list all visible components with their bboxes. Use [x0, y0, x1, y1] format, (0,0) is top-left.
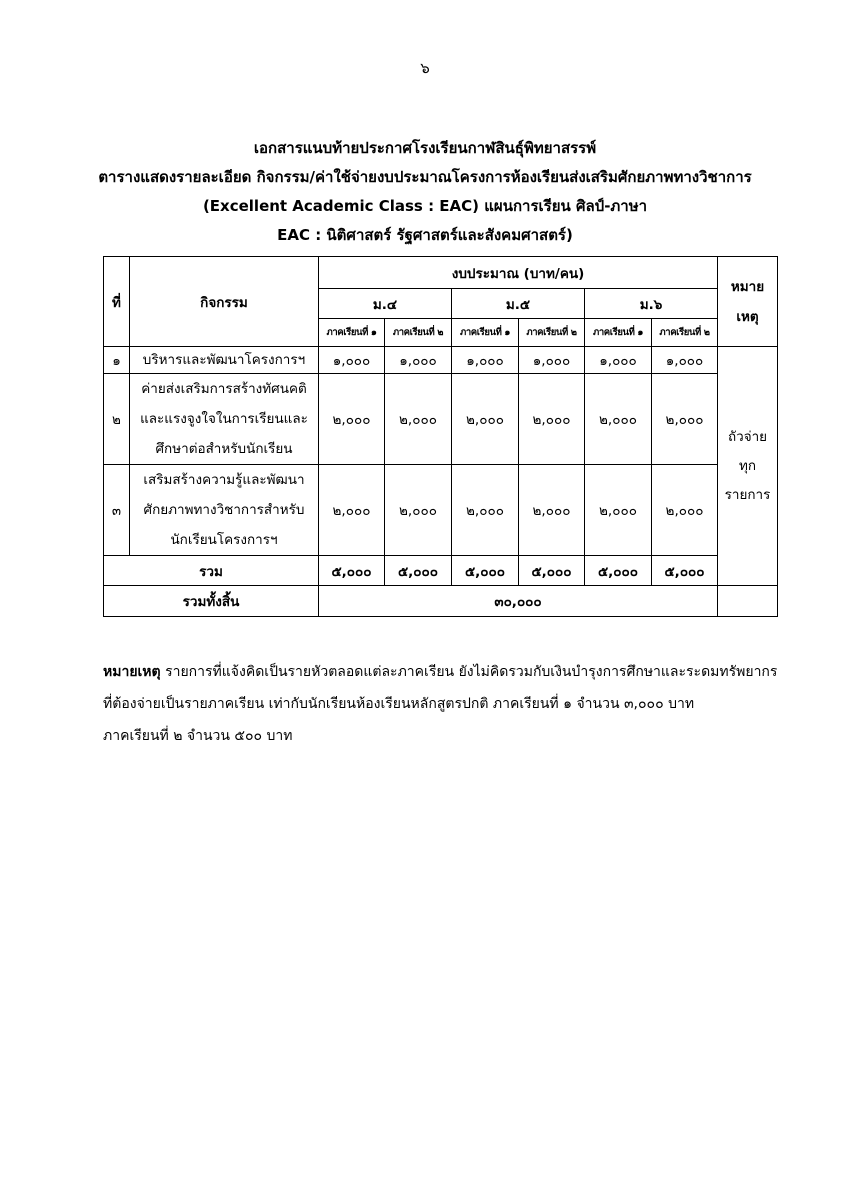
header-semester: ภาคเรียนที่ ๒: [519, 319, 585, 347]
sum-cell: ๕,๐๐๐: [519, 556, 585, 586]
sum-label: รวม: [104, 556, 319, 586]
title-line-2: ตารางแสดงรายละเอียด กิจกรรม/ค่าใช้จ่ายงบประมาณโครงการห้องเรียนส่งเสริมศักยภาพทางวิชาการ: [98, 168, 752, 186]
header-semester: ภาคเรียนที่ ๑: [585, 319, 652, 347]
remark-text: ถัวจ่าย ทุก รายการ: [724, 428, 771, 503]
amount-cell: ๒,๐๐๐: [319, 465, 385, 556]
amount-cell: ๒,๐๐๐: [519, 465, 585, 556]
footnote-label: หมายเหตุ: [103, 664, 161, 680]
header-semester: ภาคเรียนที่ ๑: [452, 319, 519, 347]
header-grade-m6: ม.๖: [585, 289, 718, 319]
sum-cell: ๕,๐๐๐: [585, 556, 652, 586]
header-grade-m5: ม.๕: [452, 289, 585, 319]
grand-total-row: [104, 586, 778, 617]
grand-total-value: ๓๐,๐๐๐: [319, 586, 718, 617]
footnote-line-2: ที่ต้องจ่ายเป็นรายภาคเรียน เท่ากับนักเรียนห้องเรียนหลักสูตรปกติ ภาคเรียนที่ ๑ จำนวน ๓,๐๐๐ บาท: [103, 696, 695, 712]
footnote: [103, 656, 803, 752]
table-row: [104, 465, 778, 556]
remark-cell: [718, 347, 778, 586]
sum-cell: ๕,๐๐๐: [385, 556, 452, 586]
row-number: ๓: [104, 465, 130, 556]
title-line-1: เอกสารแนบท้ายประกาศโรงเรียนกาฬสินธุ์พิทยาสรรพ์: [253, 139, 597, 157]
grand-total-label: รวมทั้งสิ้น: [104, 586, 319, 617]
activity-cell: [130, 465, 319, 556]
amount-cell: ๑,๐๐๐: [452, 347, 519, 374]
sum-cell: ๕,๐๐๐: [652, 556, 718, 586]
table-row: [104, 347, 778, 374]
amount-cell: ๑,๐๐๐: [652, 347, 718, 374]
header-budget: งบประมาณ (บาท/คน): [319, 257, 718, 289]
title-line-3: (Excellent Academic Class : EAC) แผนการเรียน ศิลป์-ภาษา: [202, 197, 648, 215]
amount-cell: ๒,๐๐๐: [652, 374, 718, 465]
header-semester: ภาคเรียนที่ ๒: [652, 319, 718, 347]
amount-cell: ๑,๐๐๐: [585, 347, 652, 374]
sum-row: [104, 556, 778, 586]
header-semester: ภาคเรียนที่ ๑: [319, 319, 385, 347]
amount-cell: ๒,๐๐๐: [319, 374, 385, 465]
amount-cell: ๒,๐๐๐: [452, 465, 519, 556]
sum-cell: ๕,๐๐๐: [319, 556, 385, 586]
header-semester: ภาคเรียนที่ ๒: [385, 319, 452, 347]
amount-cell: ๒,๐๐๐: [652, 465, 718, 556]
amount-cell: ๒,๐๐๐: [385, 374, 452, 465]
row-number: ๑: [104, 347, 130, 374]
footnote-text: รายการที่แจ้งคิดเป็นรายหัวตลอดแต่ละภาคเรียน ยังไม่คิดรวมกับเงินบำรุงการศึกษาและระดมทรัพยากร: [160, 664, 778, 680]
amount-cell: ๒,๐๐๐: [385, 465, 452, 556]
activity-cell: [130, 374, 319, 465]
budget-table: [103, 256, 778, 617]
header-row-budget: [104, 257, 778, 289]
activity-text: ค่ายส่งเสริมการสร้างทัศนคติ และแรงจูงใจในการเรียนและ ศึกษาต่อสำหรับนักเรียน: [140, 381, 308, 457]
footnote-line-1: [103, 656, 803, 688]
header-remark: [718, 257, 778, 347]
header-grade-m4: ม.๔: [319, 289, 452, 319]
row-number: ๒: [104, 374, 130, 465]
amount-cell: ๑,๐๐๐: [385, 347, 452, 374]
table-row: [104, 374, 778, 465]
header-remark-text: หมาย เหตุ: [730, 278, 765, 325]
amount-cell: ๒,๐๐๐: [519, 374, 585, 465]
amount-cell: ๒,๐๐๐: [452, 374, 519, 465]
amount-cell: ๒,๐๐๐: [585, 374, 652, 465]
footnote-line-3: ภาคเรียนที่ ๒ จำนวน ๕๐๐ บาท: [103, 728, 293, 744]
activity-text: เสริมสร้างความรู้และพัฒนา ศักยภาพทางวิชาการสำหรับ นักเรียนโครงการฯ: [143, 472, 305, 548]
sum-cell: ๕,๐๐๐: [452, 556, 519, 586]
amount-cell: ๑,๐๐๐: [319, 347, 385, 374]
activity-cell: บริหารและพัฒนาโครงการฯ: [130, 347, 319, 374]
grand-total-remark-empty: [718, 586, 778, 617]
page-number: ๖: [420, 59, 430, 77]
amount-cell: ๒,๐๐๐: [585, 465, 652, 556]
header-activity: กิจกรรม: [130, 257, 319, 347]
amount-cell: ๑,๐๐๐: [519, 347, 585, 374]
header-no: ที่: [104, 257, 130, 347]
title-line-4: EAC : นิติศาสตร์ รัฐศาสตร์และสังคมศาสตร์): [277, 226, 573, 244]
document-title: [40, 134, 810, 250]
